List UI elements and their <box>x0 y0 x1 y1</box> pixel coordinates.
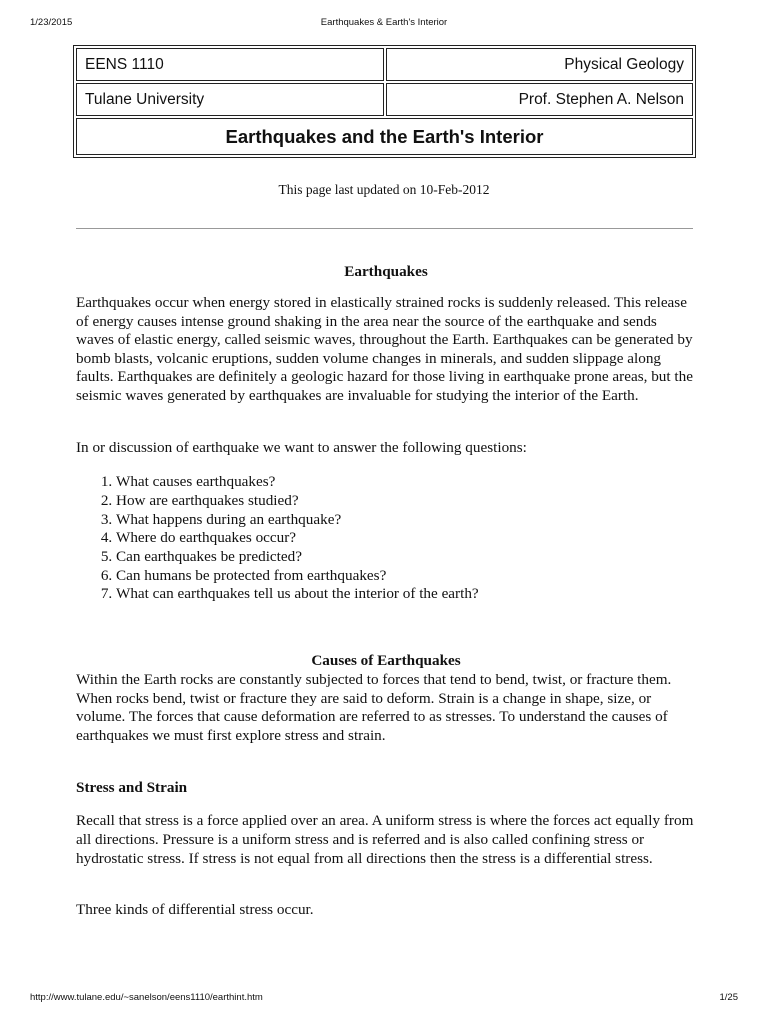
section-heading-causes: Causes of Earthquakes <box>311 652 461 670</box>
list-item: 7. What can earthquakes tell us about the interior of the earth? <box>116 585 696 604</box>
university-name: Tulane University <box>76 83 384 116</box>
main-content <box>76 262 696 920</box>
course-code: EENS 1110 <box>76 48 384 81</box>
paragraph-causes: Within the Earth rocks are constantly subjected to forces that tend to bend, twist, or fracture them. When rocks bend, twist or fracture they are said to deform. Strain is a change in shape, size, or volume. The forces that cause deformation are referred to as stresses. To understand the causes of earthquakes we must first explore stress and strain. <box>76 671 672 744</box>
page-number: 1/25 <box>719 992 738 1003</box>
list-item: 1. What causes earthquakes? <box>116 473 696 492</box>
list-item: 6. Can humans be protected from earthquakes? <box>116 567 696 586</box>
course-header-table <box>73 45 696 158</box>
print-footer <box>30 992 738 1006</box>
section-heading-earthquakes: Earthquakes <box>344 263 428 280</box>
list-item: 4. Where do earthquakes occur? <box>116 529 696 548</box>
professor-name: Prof. Stephen A. Nelson <box>386 83 694 116</box>
print-page-title: Earthquakes & Earth's Interior <box>320 17 448 28</box>
last-updated: This page last updated on 10-Feb-2012 <box>278 182 490 197</box>
list-item: 2. How are earthquakes studied? <box>116 492 696 511</box>
paragraph-earthquakes-intro: Earthquakes occur when energy stored in elastically strained rocks is suddenly released. This release of energy causes intense ground shaking in the area near the source of the earthquake and sends waves of elastic energy, called seismic waves, throughout the Earth. Earthquakes can be generated by bomb blasts, volcanic eruptions, sudden volume changes in minerals, and sudden slippage along faults. Earthquakes are definitely a geologic hazard for those living in earthquake prone areas, but the seismic waves generated by earthquakes are invaluable for studying the interior of the Earth. <box>76 294 693 404</box>
divider <box>76 228 693 229</box>
questions-list <box>76 473 696 604</box>
paragraph-stress-strain: Recall that stress is a force applied over an area. A uniform stress is where the forces act equally from all directions. Pressure is a uniform stress and is referred and is also called confining stress or hydrostatic stress. If stress is not equal from all directions then the stress is a differential stress. <box>76 812 694 867</box>
list-item: 5. Can earthquakes be predicted? <box>116 548 696 567</box>
paragraph-differential-stress: Three kinds of differential stress occur. <box>76 901 314 919</box>
print-header <box>30 17 738 31</box>
course-subject: Physical Geology <box>386 48 694 81</box>
section-heading-stress-strain: Stress and Strain <box>76 779 188 797</box>
list-item: 3. What happens during an earthquake? <box>116 511 696 530</box>
page-title: Earthquakes and the Earth's Interior <box>76 118 693 155</box>
print-date: 1/23/2015 <box>30 17 73 28</box>
page-url: http://www.tulane.edu/~sanelson/eens1110/earthint.htm <box>30 992 263 1003</box>
paragraph-questions-intro: In or discussion of earthquake we want to answer the following questions: <box>76 438 527 456</box>
